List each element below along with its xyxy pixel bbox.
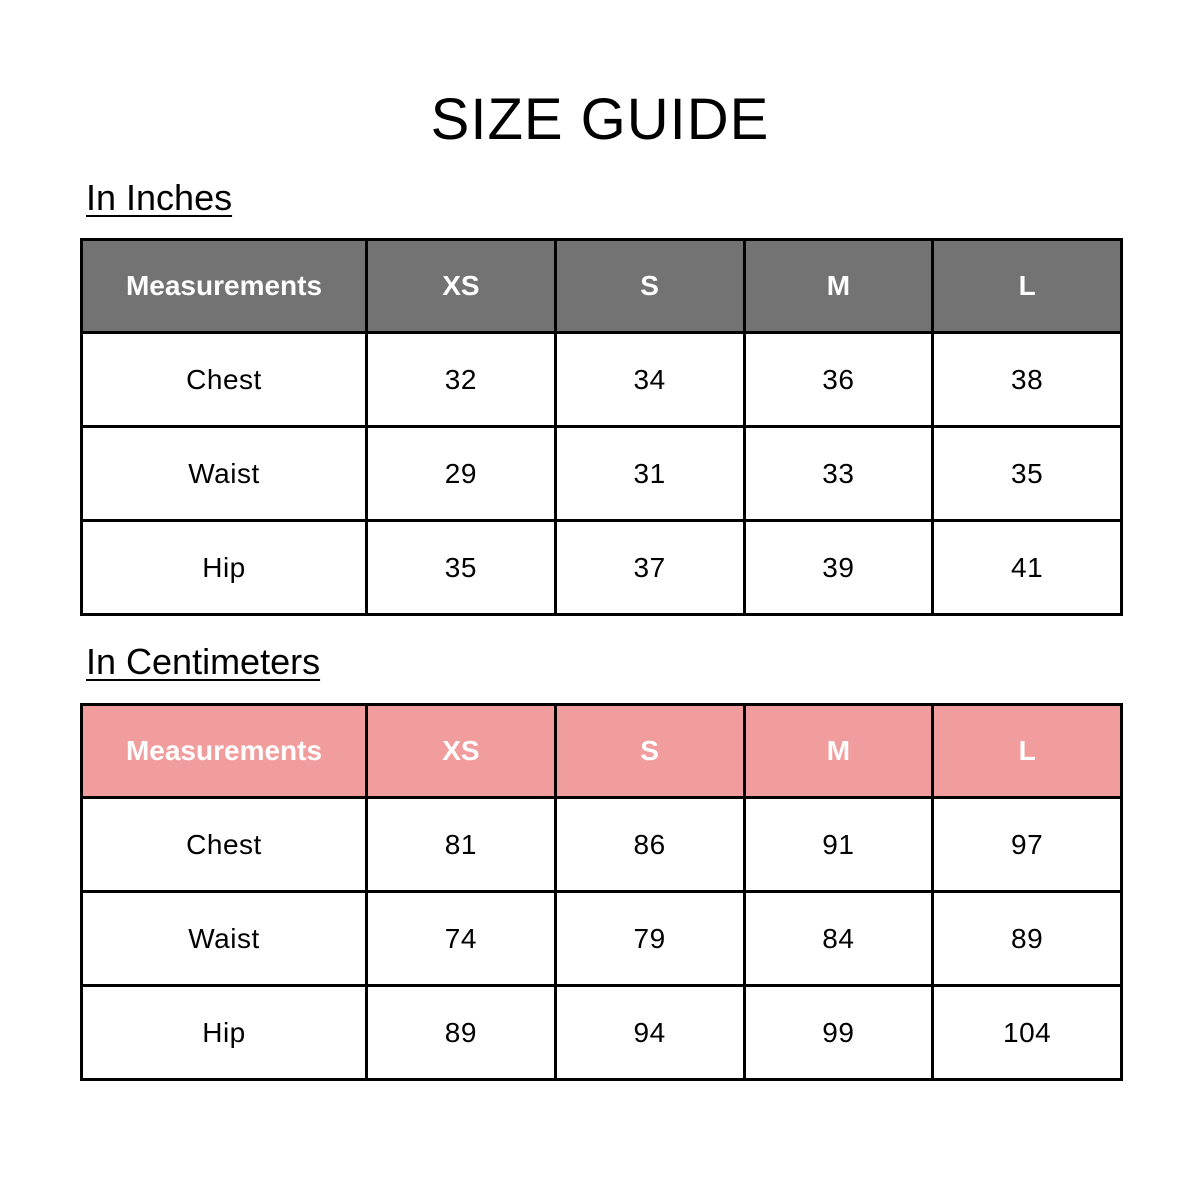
- size-table-centimeters: [80, 703, 1123, 1081]
- table-cell: 35: [367, 521, 556, 615]
- table-header-row: [82, 705, 1122, 798]
- table-cell: 104: [933, 986, 1122, 1080]
- table-cell: 89: [367, 986, 556, 1080]
- column-header-s: S: [555, 705, 744, 798]
- row-label: Waist: [82, 427, 367, 521]
- row-label: Hip: [82, 986, 367, 1080]
- column-header-l: L: [933, 705, 1122, 798]
- table-cell: 36: [744, 333, 933, 427]
- table-header-row: [82, 240, 1122, 333]
- table-row-waist: [82, 892, 1122, 986]
- page-title: SIZE GUIDE: [430, 87, 770, 152]
- column-header-xs: XS: [367, 705, 556, 798]
- table-row-hip: [82, 986, 1122, 1080]
- table-cell: 29: [367, 427, 556, 521]
- column-header-s: S: [555, 240, 744, 333]
- table-cell: 81: [367, 798, 556, 892]
- table-cell: 31: [555, 427, 744, 521]
- table-cell: 94: [555, 986, 744, 1080]
- row-label: Hip: [82, 521, 367, 615]
- section-heading-centimeters: In Centimeters: [86, 641, 321, 682]
- table-cell: 41: [933, 521, 1122, 615]
- table-row-waist: [82, 427, 1122, 521]
- table-cell: 37: [555, 521, 744, 615]
- table-cell: 86: [555, 798, 744, 892]
- table-cell: 99: [744, 986, 933, 1080]
- table-row-chest: [82, 333, 1122, 427]
- column-header-xs: XS: [367, 240, 556, 333]
- table-row-chest: [82, 798, 1122, 892]
- table-cell: 38: [933, 333, 1122, 427]
- table-cell: 97: [933, 798, 1122, 892]
- table-cell: 35: [933, 427, 1122, 521]
- table-cell: 79: [555, 892, 744, 986]
- column-header-measurements: Measurements: [82, 240, 367, 333]
- column-header-m: M: [744, 240, 933, 333]
- table-row-hip: [82, 521, 1122, 615]
- row-label: Chest: [82, 333, 367, 427]
- column-header-measurements: Measurements: [82, 705, 367, 798]
- section-heading-inches: In Inches: [86, 177, 233, 218]
- table-cell: 91: [744, 798, 933, 892]
- table-cell: 89: [933, 892, 1122, 986]
- table-cell: 33: [744, 427, 933, 521]
- column-header-m: M: [744, 705, 933, 798]
- table-cell: 84: [744, 892, 933, 986]
- row-label: Waist: [82, 892, 367, 986]
- table-cell: 39: [744, 521, 933, 615]
- column-header-l: L: [933, 240, 1122, 333]
- row-label: Chest: [82, 798, 367, 892]
- table-cell: 74: [367, 892, 556, 986]
- table-cell: 32: [367, 333, 556, 427]
- table-cell: 34: [555, 333, 744, 427]
- size-table-inches: [80, 238, 1123, 616]
